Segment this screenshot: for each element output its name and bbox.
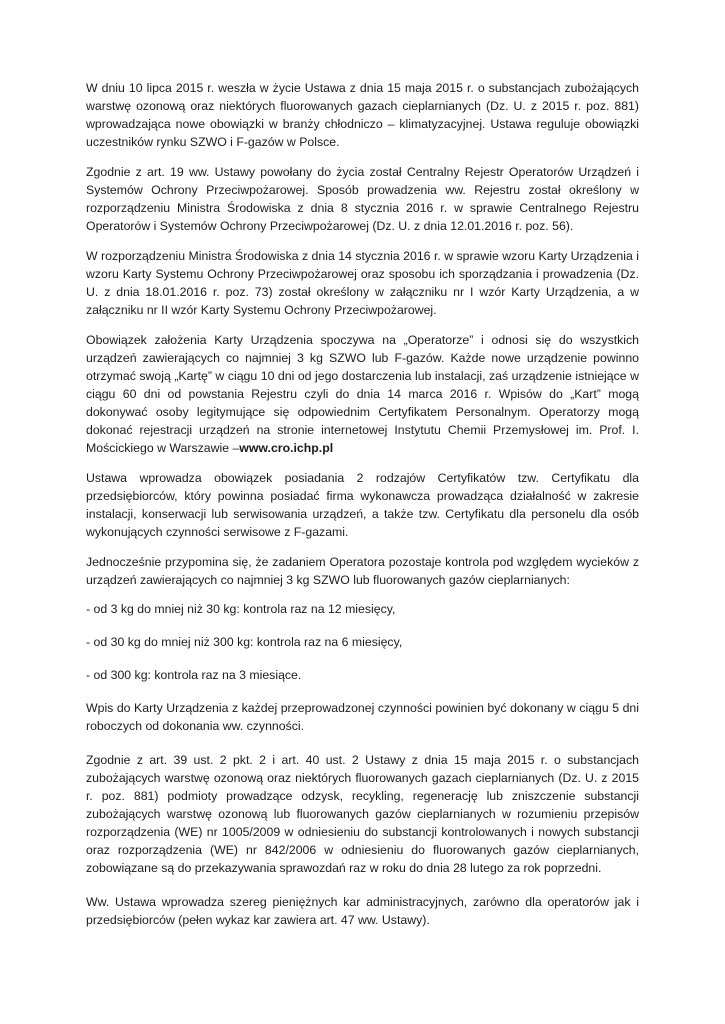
paragraph-entry-deadline: Wpis do Karty Urządzenia z każdej przeprowadzonej czynności powinien być dokonany w ciągu 5 dni roboczych od dokonania ww. czynności. — [86, 701, 639, 733]
paragraph-card-template: W rozporządzeniu Ministra Środowiska z dnia 14 stycznia 2016 r. w sprawie wzoru Karty Urządzenia i wzoru Karty Systemu Ochrony Przeciwpożarowej oraz sposobu ich sporządzania i prowadzenia (Dz. U. z dnia 18.01.2016 r. poz. 73) został określony w załączniku nr I wzór Karty Urządzenia, a w załączniku nr II wzór Karty Systemu Ochrony Przeciwpożarowej. — [86, 249, 639, 317]
paragraph-leak-control: Jednocześnie przypomina się, że zadaniem Operatora pozostaje kontrola pod względem wycieków z urządzeń zawierających co najmniej 3 kg SZWO lub fluorowanych gazów cieplarnianych: — [86, 555, 639, 587]
paragraph-operator-obligation — [86, 331, 639, 457]
list-item-leak-control: - od 30 kg do mniej niż 300 kg: kontrola raz na 6 miesięcy, — [86, 635, 403, 649]
list-item-leak-control: - od 300 kg: kontrola raz na 3 miesiące. — [86, 668, 302, 682]
paragraph-penalties: Ww. Ustawa wprowadza szereg pieniężnych kar administracyjnych, zarówno dla operatorów jak i przedsiębiorców (pełen wykaz kar zawiera art. 47 ww. Ustawy). — [86, 895, 639, 927]
paragraph-operator-text: Obowiązek założenia Karty Urządzenia spoczywa na „Operatorze” i odnosi się do wszystkich urządzeń zawierających co najmniej 3 kg SZWO lub F-gazów. Każde nowe urządzenie powinno otrzymać swoją „Kartę” w ciągu 10 dni od jego dostarczenia lub instalacji, zaś urządzenie istniejące w ciągu 60 dni od powstania Rejestru czyli do dnia 14 marca 2016 r. Wpisów do „Kart” mogą dokonywać osoby legitymujące się odpowiednim Certyfikatem Personalnym. Operatorzy mogą dokonać rejestracji urządzeń na stronie internetowej Instytutu Chemii Przemysłowej im. Prof. I. Mościckiego w Warszawie – — [86, 333, 639, 455]
paragraph-register: Zgodnie z art. 19 ww. Ustawy powołany do życia został Centralny Rejestr Operatorów Urządzeń i Systemów Ochrony Przeciwpożarowej. Sposób prowadzenia ww. Rejestru został określony w rozporządzeniu Ministra Środowiska z dnia 8 stycznia 2016 r. w sprawie Centralnego Rejestru Operatorów i Systemów Ochrony Przeciwpożarowej (Dz. U. z dnia 12.01.2016 r. poz. 56). — [86, 165, 639, 233]
document-page — [86, 79, 639, 941]
paragraph-certificates: Ustawa wprowadza obowiązek posiadania 2 rodzajów Certyfikatów tzw. Certyfikatu dla przedsiębiorców, który powinna posiadać firma wykonawcza prowadząca działalność w zakresie instalacji, konserwacji lub serwisowania urządzeń, a także tzw. Certyfikatu dla personelu dla osób wykonujących czynności serwisowe z F-gazami. — [86, 471, 639, 539]
cro-website-link[interactable]: www.cro.ichp.pl — [239, 441, 334, 455]
paragraph-reporting: Zgodnie z art. 39 ust. 2 pkt. 2 i art. 40 ust. 2 Ustawy z dnia 15 maja 2015 r. o substancjach zubożających warstwę ozonową oraz niektórych fluorowanych gazach cieplarnianych (Dz. U. z 2015 r. poz. 881) podmioty prowadzące odzysk, recykling, regenerację lub zniszczenie substancji zubożających warstwę ozonową lub fluorowanych gazów cieplarnianych w rozumieniu przepisów rozporządzenia (WE) nr 1005/2009 w odniesieniu do substancji kontrolowanych i nowych substancji oraz rozporządzenia (WE) nr 842/2006 w odniesieniu do fluorowanych gazów cieplarnianych, zobowiązane są do przekazywania sprawozdań raz w roku do dnia 28 lutego za rok poprzedni. — [86, 753, 639, 875]
paragraph-intro: W dniu 10 lipca 2015 r. weszła w życie Ustawa z dnia 15 maja 2015 r. o substancjach zubożających warstwę ozonową oraz niektórych fluorowanych gazach cieplarnianych (Dz. U. z 2015 r. poz. 881) wprowadzająca nowe obowiązki w branży chłodniczo – klimatyzacyjnej. Ustawa reguluje obowiązki uczestników rynku SZWO i F-gazów w Polsce. — [86, 81, 639, 149]
list-item-leak-control: - od 3 kg do mniej niż 30 kg: kontrola raz na 12 miesięcy, — [86, 602, 396, 616]
